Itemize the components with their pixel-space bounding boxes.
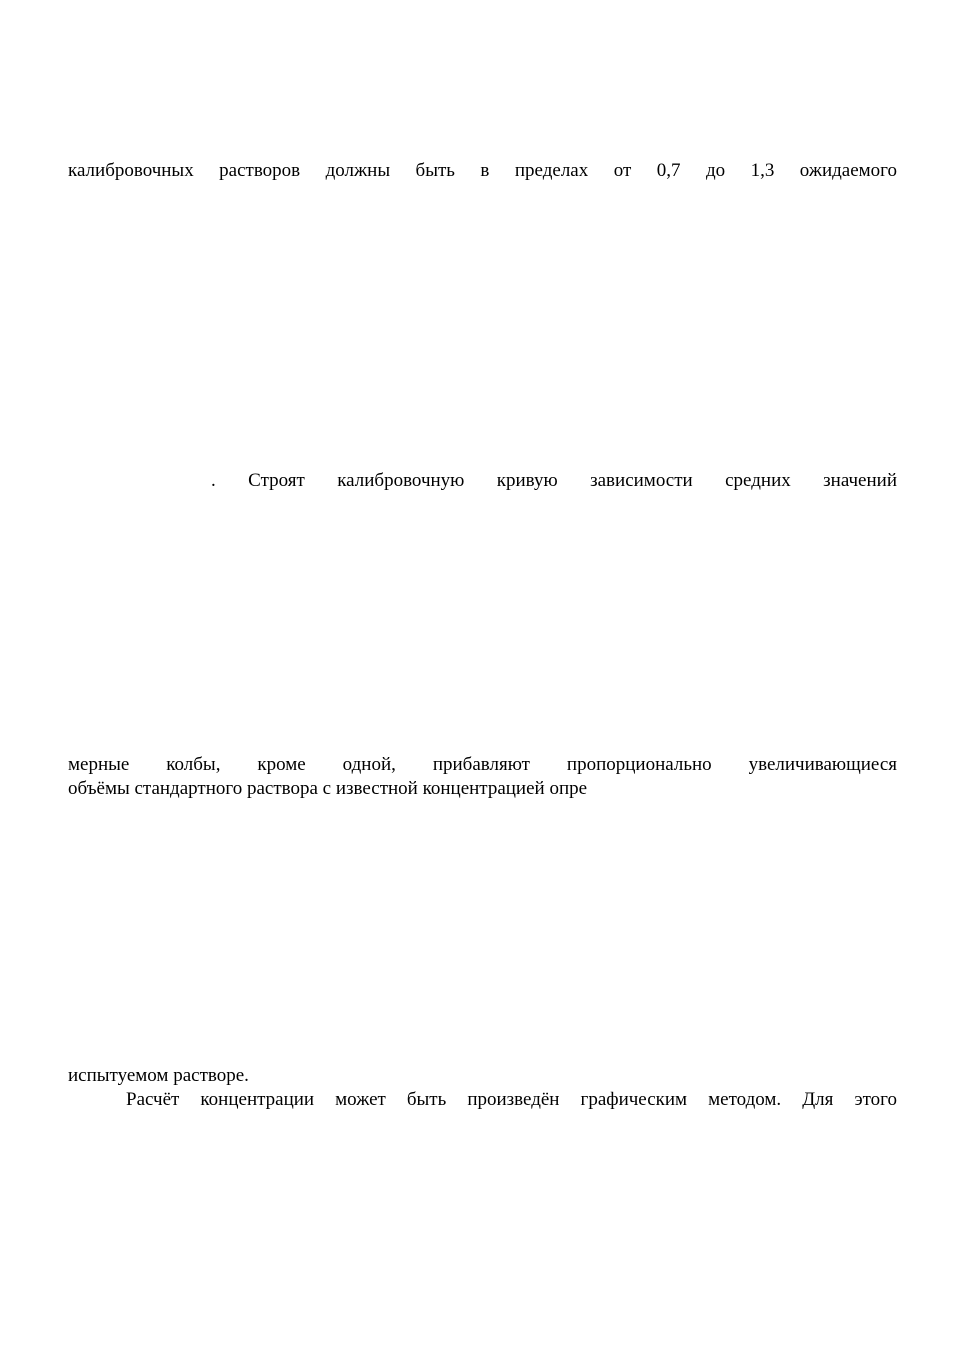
text-line-2: . Строят калибровочную кривую зависимости средних значений <box>211 470 897 491</box>
text-line-3: мерные колбы, кроме одной, прибавляют пропорционально увеличивающиеся <box>68 754 897 775</box>
text-line-1: калибровочных растворов должны быть в пределах от 0,7 до 1,3 ожидаемого <box>68 160 897 181</box>
text-line-5: испытуемом растворе. <box>68 1065 249 1086</box>
text-line-6: Расчёт концентрации может быть произведён графическим методом. Для этого <box>126 1089 897 1110</box>
text-line-4: объёмы стандартного раствора с известной концентрацией опре <box>68 778 588 799</box>
